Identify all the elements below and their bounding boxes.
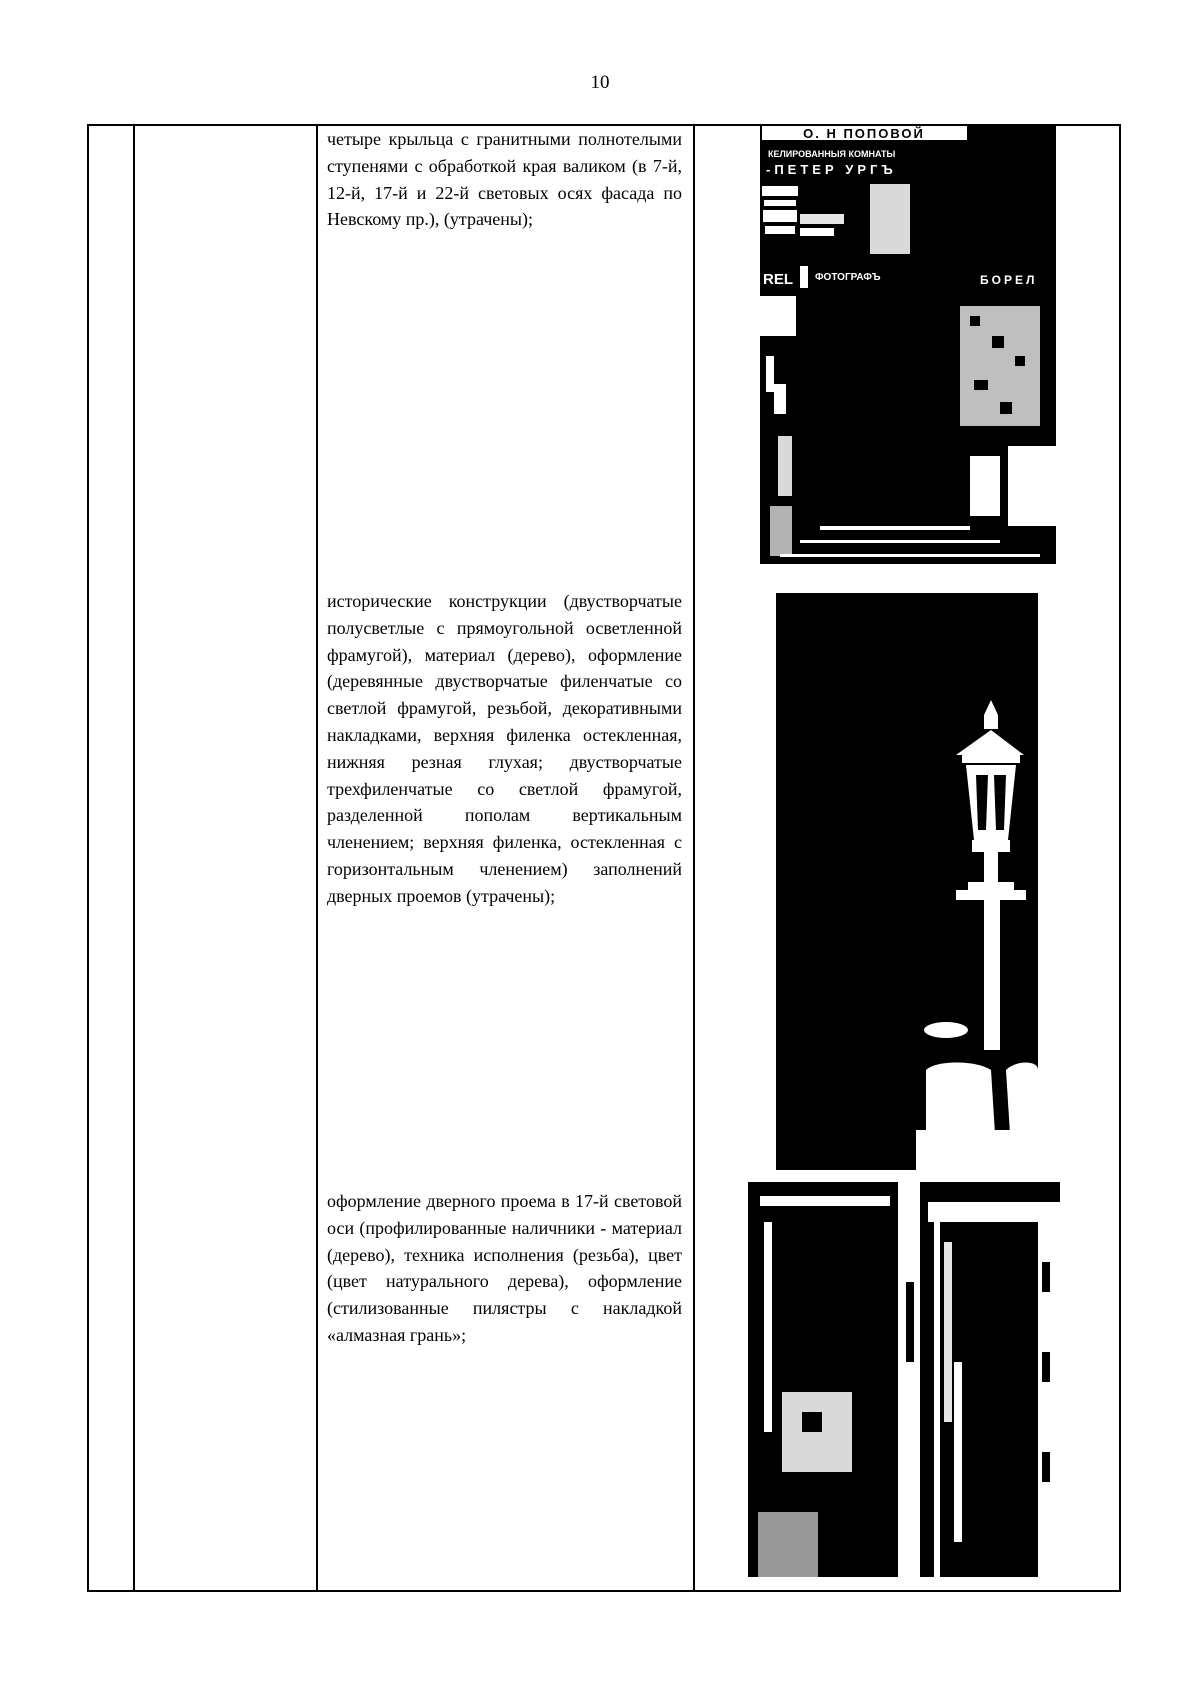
historic-storefront-photo	[760, 126, 1056, 573]
page-number: 10	[590, 72, 610, 93]
door-frame-photo	[748, 1182, 1060, 1589]
item-description-2: исторические конструкции (двустворчатые полусветлые с прямоугольной осветленной фрамугой), материал (дерево), оформление (деревянные двустворчатые филенчатые со светлой фрамугой, резьбой, декоративными накладками, верхняя филенка остекленная, нижняя резная глухая; двустворчатые трехфиленчатые со светлой фрамугой, разделенной пополам вертикальным членением; верхняя филенка, остекленная с горизонтальным членением) заполнений дверных проемов (утрачены);	[327, 591, 682, 906]
column-divider	[133, 124, 135, 1592]
sign-text: БОРЕЛ	[980, 273, 1038, 287]
sign-text: -ПЕТЕР УРГЪ	[766, 162, 897, 177]
sign-text: КЕЛИРОВАННЫЯ КОМНАТЫ	[768, 149, 896, 159]
sign-text: ФОТОГРАФЪ	[815, 272, 881, 283]
item-description-3: оформление дверного проема в 17-й световой оси (профилированные наличники - материал (дерево), техника исполнения (резьба), цвет (цвет натурального дерева), оформление (стилизованные пилястры с накладкой «алмазная грань»;	[327, 1191, 682, 1345]
sign-text: О. Н ПОПОВОЙ	[803, 126, 925, 141]
column-divider	[316, 124, 318, 1592]
sign-text: REL	[763, 271, 793, 288]
street-lantern-photo	[776, 590, 1038, 1170]
item-description-1: четыре крыльца с гранитными полнотелыми ступенями с обработкой края валиком (в 7-й, 12-й, 17-й и 22-й световых осях фасада по Невскому пр.), (утрачены);	[327, 129, 682, 230]
column-divider	[693, 124, 695, 1592]
